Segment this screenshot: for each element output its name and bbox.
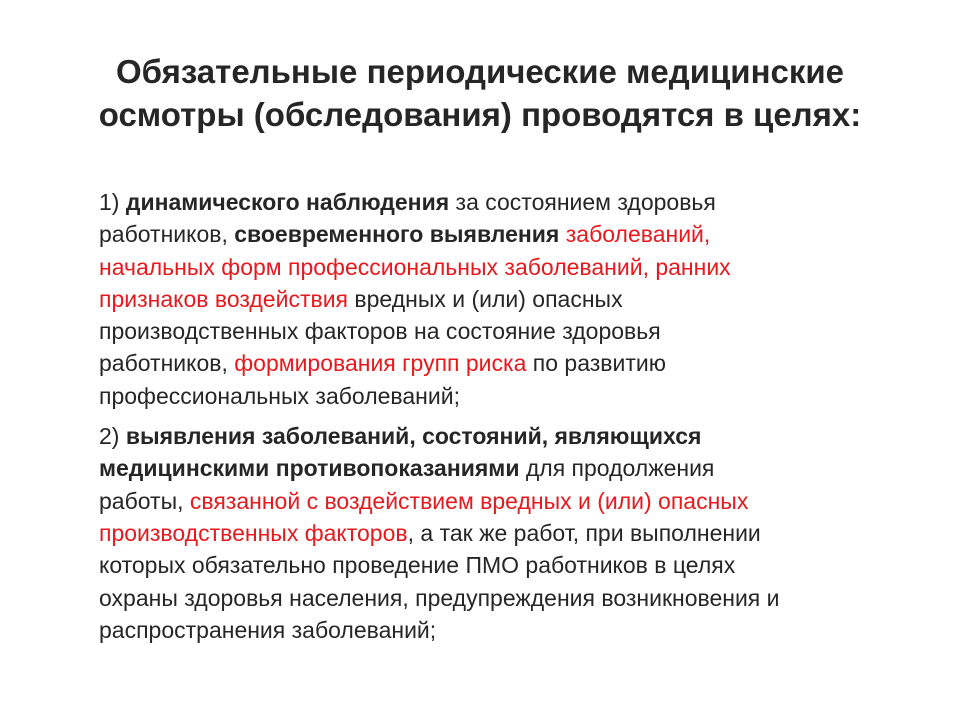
highlighted-text-run: производственных факторов bbox=[99, 519, 408, 546]
highlighted-text-run: формирования групп риска bbox=[234, 350, 527, 377]
list-item bbox=[99, 420, 899, 646]
text-run: работы, bbox=[99, 487, 190, 514]
text-line bbox=[99, 218, 899, 250]
text-run: для продолжения bbox=[519, 455, 715, 482]
slide-body bbox=[99, 186, 899, 646]
text-run: охраны здоровья населения, предупреждения возникновения и bbox=[99, 584, 780, 611]
slide-title-line: Обязательные периодические медицинские bbox=[115, 53, 845, 90]
text-line bbox=[99, 420, 899, 452]
bold-text-run: своевременного выявления bbox=[234, 221, 560, 248]
text-line bbox=[99, 614, 899, 646]
text-run: профессиональных заболеваний; bbox=[99, 382, 460, 409]
text-run: производственных факторов на состояние здоровья bbox=[99, 318, 661, 345]
text-line bbox=[99, 315, 899, 347]
text-run: работников, bbox=[99, 221, 235, 248]
text-run: 2) bbox=[99, 423, 126, 450]
text-line bbox=[99, 517, 899, 549]
text-line bbox=[99, 347, 899, 379]
text-line bbox=[99, 452, 899, 484]
text-run: по развитию bbox=[526, 350, 666, 377]
text-run: 1) bbox=[99, 189, 126, 215]
list-item bbox=[99, 186, 899, 412]
slide-title-line: осмотры (обследования) проводятся в целях: bbox=[98, 96, 862, 133]
highlighted-text-run: заболеваний, bbox=[565, 221, 711, 248]
text-run: работников, bbox=[99, 350, 235, 377]
text-line bbox=[99, 380, 899, 412]
text-run: , а так же работ, при выполнении bbox=[407, 519, 761, 546]
highlighted-text-run: признаков воздействия bbox=[99, 285, 349, 312]
slide-title bbox=[20, 50, 940, 136]
bold-text-run: медицинскими противопоказаниями bbox=[99, 455, 520, 482]
text-run: которых обязательно проведение ПМО работников в целях bbox=[99, 552, 736, 579]
text-line bbox=[99, 485, 899, 517]
text-run: вредных и (или) опасных bbox=[348, 285, 623, 312]
text-run: за состоянием здоровья bbox=[449, 189, 716, 215]
text-line bbox=[99, 283, 899, 315]
text-line bbox=[99, 251, 899, 283]
highlighted-text-run: связанной с воздействием вредных и (или) опасных bbox=[189, 487, 749, 514]
text-line bbox=[99, 186, 899, 218]
bold-text-run: динамического наблюдения bbox=[125, 189, 450, 215]
text-line bbox=[99, 549, 899, 581]
text-line bbox=[99, 582, 899, 614]
bold-text-run: выявления заболеваний, состояний, являющихся bbox=[125, 423, 702, 450]
text-run: распространения заболеваний; bbox=[99, 616, 437, 643]
highlighted-text-run: начальных форм профессиональных заболеваний, ранних bbox=[99, 253, 731, 280]
